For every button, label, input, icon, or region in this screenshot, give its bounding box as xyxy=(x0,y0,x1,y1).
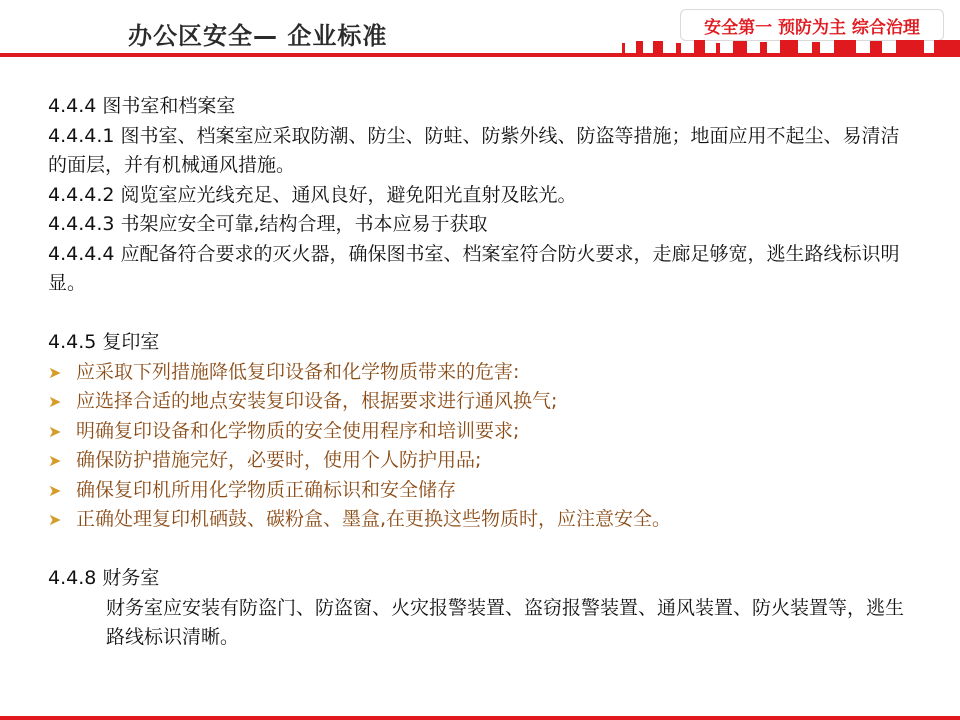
deco-block xyxy=(653,41,663,53)
bullet-text: 正确处理复印机硒鼓、碳粉盒、墨盒,在更换这些物质时，应注意安全。 xyxy=(76,508,672,530)
arrow-right-icon: ➤ xyxy=(48,480,62,500)
bullet-item xyxy=(48,476,918,506)
deco-block xyxy=(896,40,924,53)
deco-block xyxy=(834,40,856,53)
deco-block xyxy=(870,41,882,53)
bullet-text: 确保防护措施完好，必要时，使用个人防护用品; xyxy=(76,449,482,471)
library-item: 4.4.4.4 应配备符合要求的灭火器，确保图书室、档案室符合防火要求，走廊足够宽，逃生路线标识明显。 xyxy=(48,242,900,294)
bullet-text: 应选择合适的地点安装复印设备，根据要求进行通风换气; xyxy=(76,390,558,412)
bullet-item xyxy=(48,446,918,476)
arrow-right-icon: ➤ xyxy=(48,421,62,441)
slide-content xyxy=(48,92,918,653)
bullet-item xyxy=(48,358,918,388)
slogan-badge: 安全第一 预防为主 综合治理 xyxy=(680,9,944,41)
deco-block xyxy=(733,41,747,53)
library-item: 4.4.4.1 图书室、档案室应采取防潮、防尘、防蛀、防紫外线、防盗等措施；地面应用不起尘、易清洁的面层，并有机械通风措施。 xyxy=(48,124,900,176)
bullet-text: 确保复印机所用化学物质正确标识和安全储存 xyxy=(76,478,457,501)
library-item: 4.4.4.2 阅览室应光线充足、通风良好，避免阳光直射及眩光。 xyxy=(48,183,577,206)
footer-bar xyxy=(0,716,960,720)
deco-block xyxy=(716,43,720,53)
spacer xyxy=(48,535,918,565)
deco-block xyxy=(694,40,705,53)
arrow-right-icon: ➤ xyxy=(48,392,62,411)
arrow-right-icon: ➤ xyxy=(48,362,62,382)
bullet-item xyxy=(48,417,918,447)
deco-block xyxy=(622,43,625,53)
bullet-item xyxy=(48,505,918,535)
library-item: 4.4.4.3 书架应安全可靠,结构合理，书本应易于获取 xyxy=(48,213,488,235)
header-divider xyxy=(0,53,960,57)
finance-body: 财务室应安装有防盗门、防盗窗、火灾报警装置、盗窃报警装置、通风装置、防火装置等，逃生路线标识清晰。 xyxy=(106,596,905,648)
spacer xyxy=(48,299,918,329)
page-title: 办公区安全— 企业标准 xyxy=(128,22,388,50)
bullet-text: 应采取下列措施降低复印设备和化学物质带来的危害: xyxy=(76,360,520,383)
section-heading-finance: 4.4.8 财务室 xyxy=(48,567,160,589)
deco-block xyxy=(760,42,767,53)
deco-block xyxy=(812,42,820,53)
bullet-item xyxy=(48,387,918,417)
section-heading-copy-room: 4.4.5 复印室 xyxy=(48,331,160,353)
deco-block xyxy=(636,41,643,53)
deco-block xyxy=(780,40,798,53)
arrow-right-icon: ➤ xyxy=(48,510,62,529)
deco-block xyxy=(676,43,681,53)
arrow-right-icon: ➤ xyxy=(48,451,62,470)
deco-block xyxy=(934,40,960,53)
bullet-text: 明确复印设备和化学物质的安全使用程序和培训要求; xyxy=(76,419,520,442)
section-heading-library: 4.4.4 图书室和档案室 xyxy=(48,95,236,117)
